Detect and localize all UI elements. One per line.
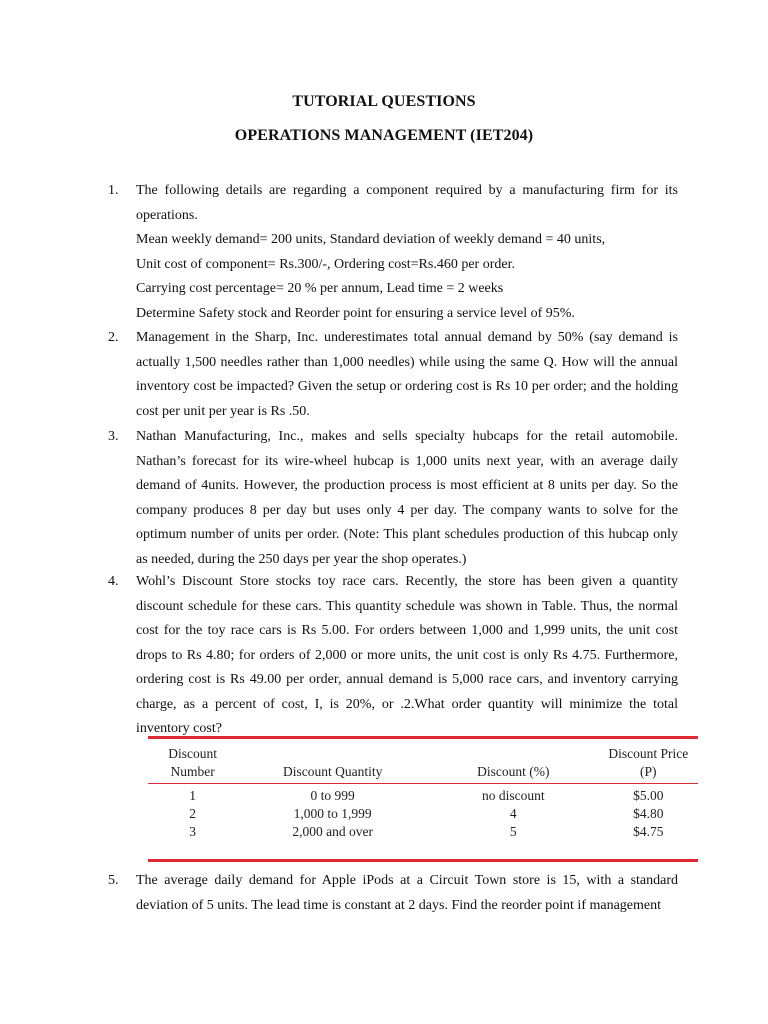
- question-body: Wohl’s Discount Store stocks toy race cars. Recently, the store has been given a quantity discount schedule for these cars. This quantity schedule was shown in Table. Thus, the normal cost for the toy race cars is Rs 5.00. For orders between 1,000 and 1,999 units, the unit cost drops to Rs 4.80; for orders of 2,000 or more units, the unit cost is only Rs 4.75. Furthermore, ordering cost is Rs 49.00 per order, annual demand is 5,000 race cars, and inventory carrying charge, as a percent of cost, I, is 20%, or .2.What order quantity will minimize the total inventory cost?: [136, 574, 678, 736]
- cell-price: $4.75: [633, 824, 664, 839]
- discount-table: [148, 736, 698, 862]
- cell-number: 1: [189, 788, 197, 803]
- question-number: 4.: [108, 574, 119, 589]
- question-2: [108, 326, 678, 424]
- question-5: [108, 869, 678, 918]
- question-detail: Mean weekly demand= 200 units, Standard deviation of weekly demand = 40 units,: [136, 232, 606, 247]
- question-body: Management in the Sharp, Inc. underestimates total annual demand by 50% (say demand is actually 1,500 needles rather than 1,000 needles) while using the same Q. How will the annual inventory cost be impacted? Given the setup or ordering cost is Rs 10 per order; and the holding cost per unit per year is Rs .50.: [136, 330, 678, 419]
- table-header-row: [148, 739, 698, 784]
- cell-discount: 5: [509, 824, 517, 839]
- column-header-discount: Discount (%): [477, 764, 550, 779]
- question-body: The average daily demand for Apple iPods at a Circuit Town store is 15, with a standard deviation of 5 units. The lead time is constant at 2 days. Find the reorder point if management: [136, 873, 678, 913]
- page-title: TUTORIAL QUESTIONS: [292, 93, 476, 110]
- cell-number: 3: [189, 824, 197, 839]
- cell-price: $5.00: [633, 788, 664, 803]
- cell-quantity: 2,000 and over: [292, 824, 373, 839]
- question-1: [108, 179, 678, 326]
- question-4: [108, 570, 678, 742]
- question-number: 1.: [108, 183, 119, 198]
- cell-discount: no discount: [481, 788, 545, 803]
- table-row: [148, 823, 698, 859]
- question-text: The following details are regarding a component required by a manufacturing firm for its operations.: [136, 183, 678, 223]
- question-body: Nathan Manufacturing, Inc., makes and sells specialty hubcaps for the retail automobile. Nathan’s forecast for its wire-wheel hubcap is 1,000 units next year, with an average daily demand of 4units. However, the production process is most efficient at 8 units per day. So the company produces 8 per day but uses only 4 per day. The company wants to solve for the optimum number of units per order. (Note: This plant schedules production of this hubcap only as needed, during the 250 days per year the shop operates.): [136, 429, 678, 567]
- table-row: [148, 805, 698, 823]
- question-number: 5.: [108, 873, 119, 888]
- question-3: [108, 425, 678, 572]
- column-header-price: Discount Price (P): [608, 746, 689, 779]
- cell-discount: 4: [509, 806, 517, 821]
- question-number: 2.: [108, 330, 119, 345]
- page-subtitle: OPERATIONS MANAGEMENT (IET204): [234, 127, 534, 144]
- cell-quantity: 1,000 to 1,999: [293, 806, 372, 821]
- cell-price: $4.80: [633, 806, 664, 821]
- question-number: 3.: [108, 429, 119, 444]
- cell-number: 2: [189, 806, 197, 821]
- column-header-number: Discount Number: [168, 746, 218, 779]
- question-body: [136, 179, 678, 326]
- question-detail: Carrying cost percentage= 20 % per annum, Lead time = 2 weeks: [136, 281, 504, 296]
- column-header-quantity: Discount Quantity: [282, 764, 383, 779]
- table-row: [148, 784, 698, 806]
- question-detail: Unit cost of component= Rs.300/-, Ordering cost=Rs.460 per order.: [136, 256, 515, 272]
- question-detail: Determine Safety stock and Reorder point for ensuring a service level of 95%.: [136, 305, 575, 321]
- cell-quantity: 0 to 999: [310, 788, 355, 803]
